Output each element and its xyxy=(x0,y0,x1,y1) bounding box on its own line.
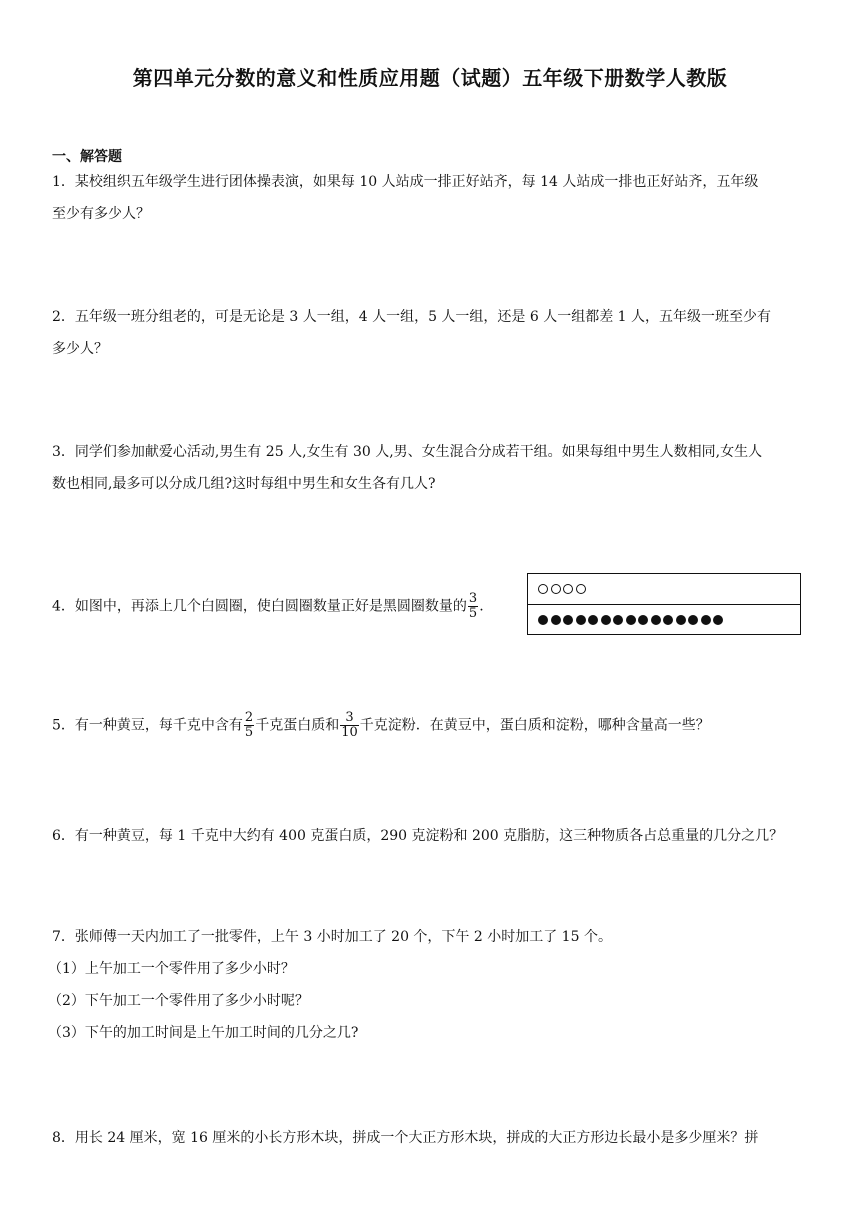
black-circle-icon xyxy=(613,615,623,625)
question-1-line-2: 至少有多少人？ xyxy=(52,206,150,222)
question-5-part-3: 千克淀粉．在黄豆中，蛋白质和淀粉，哪种含量高一些？ xyxy=(359,717,710,734)
question-1 xyxy=(52,172,758,224)
question-5-part-1: 5．有一种黄豆，每千克中含有 xyxy=(52,717,243,734)
question-7-sub-1: （1）上午加工一个零件用了多少小时？ xyxy=(48,961,295,977)
black-circle-icon xyxy=(601,615,611,625)
black-circle-icon xyxy=(701,615,711,625)
black-circle-icon xyxy=(563,615,573,625)
circle-figure xyxy=(527,573,801,635)
white-circle-row xyxy=(528,574,800,605)
question-7 xyxy=(48,927,612,1043)
question-6-line-1: 6．有一种黄豆，每 1 千克中大约有 400 克蛋白质，290 克淀粉和 200 克脂肪，这三种物质各占总重量的几分之几？ xyxy=(52,828,784,844)
fraction-two-fifths: $\frac{2}{5}$ xyxy=(244,710,254,740)
section-heading: 一、解答题 xyxy=(52,149,122,165)
black-circle-icon xyxy=(638,615,648,625)
question-3-line-2: 数也相同,最多可以分成几组?这时每组中男生和女生各有几人? xyxy=(52,476,436,492)
black-circle-icon xyxy=(688,615,698,625)
question-7-sub-2: （2）下午加工一个零件用了多少小时呢？ xyxy=(48,993,309,1009)
black-circle-icon xyxy=(676,615,686,625)
question-5 xyxy=(52,711,710,740)
question-3 xyxy=(52,442,762,494)
question-7-line-1: 7．张师傅一天内加工了一批零件，上午 3 小时加工了 20 个，下午 2 小时加工了 15 个。 xyxy=(52,929,612,945)
white-circle-icon xyxy=(551,584,561,594)
black-circle-icon xyxy=(626,615,636,625)
black-circle-icon xyxy=(713,615,723,625)
black-circle-icon xyxy=(538,615,548,625)
question-3-line-1: 3．同学们参加献爱心活动,男生有 25 人,女生有 30 人,男、女生混合分成若干组。如果每组中男生人数相同,女生人 xyxy=(52,444,763,460)
question-1-line-1: 1．某校组织五年级学生进行团体操表演，如果每 10 人站成一排正好站齐，每 14 人站成一排也正好站齐，五年级 xyxy=(52,174,759,190)
fraction-three-fifths: $\frac{3}{5}$ xyxy=(468,591,478,621)
black-circle-icon xyxy=(576,615,586,625)
black-circle-icon xyxy=(551,615,561,625)
black-circle-row xyxy=(528,605,800,635)
question-4: 4．如图中，再添上几个白圆圈，使白圆圈数量正好是黑圆圈数量的 $\frac{3}{5}$ . xyxy=(52,591,484,621)
question-4-text: 4．如图中，再添上几个白圆圈，使白圆圈数量正好是黑圆圈数量的 xyxy=(52,598,467,615)
question-5-part-2: 千克蛋白质和 xyxy=(255,717,340,734)
black-circle-icon xyxy=(663,615,673,625)
question-2-line-2: 多少人？ xyxy=(52,341,108,357)
question-2-line-1: 2．五年级一班分组老的，可是无论是 3 人一组，4 人一组，5 人一组，还是 6 人一组都差 1 人，五年级一班至少有 xyxy=(52,309,772,325)
page-title: 第四单元分数的意义和性质应用题（试题）五年级下册数学人教版 xyxy=(132,66,728,90)
fraction-three-tenths: $\frac{3}{10}$ xyxy=(341,710,358,740)
question-8-line-1: 8．用长 24 厘米，宽 16 厘米的小长方形木块，拼成一个大正方形木块，拼成的大正方形边长最小是多少厘米？拼 xyxy=(52,1130,759,1146)
question-6 xyxy=(52,826,783,846)
question-7-sub-3: （3）下午的加工时间是上午加工时间的几分之几? xyxy=(48,1025,359,1041)
white-circle-icon xyxy=(576,584,586,594)
white-circle-icon xyxy=(563,584,573,594)
question-2 xyxy=(52,307,771,359)
white-circle-icon xyxy=(538,584,548,594)
question-8 xyxy=(52,1128,758,1148)
black-circle-icon xyxy=(651,615,661,625)
black-circle-icon xyxy=(588,615,598,625)
